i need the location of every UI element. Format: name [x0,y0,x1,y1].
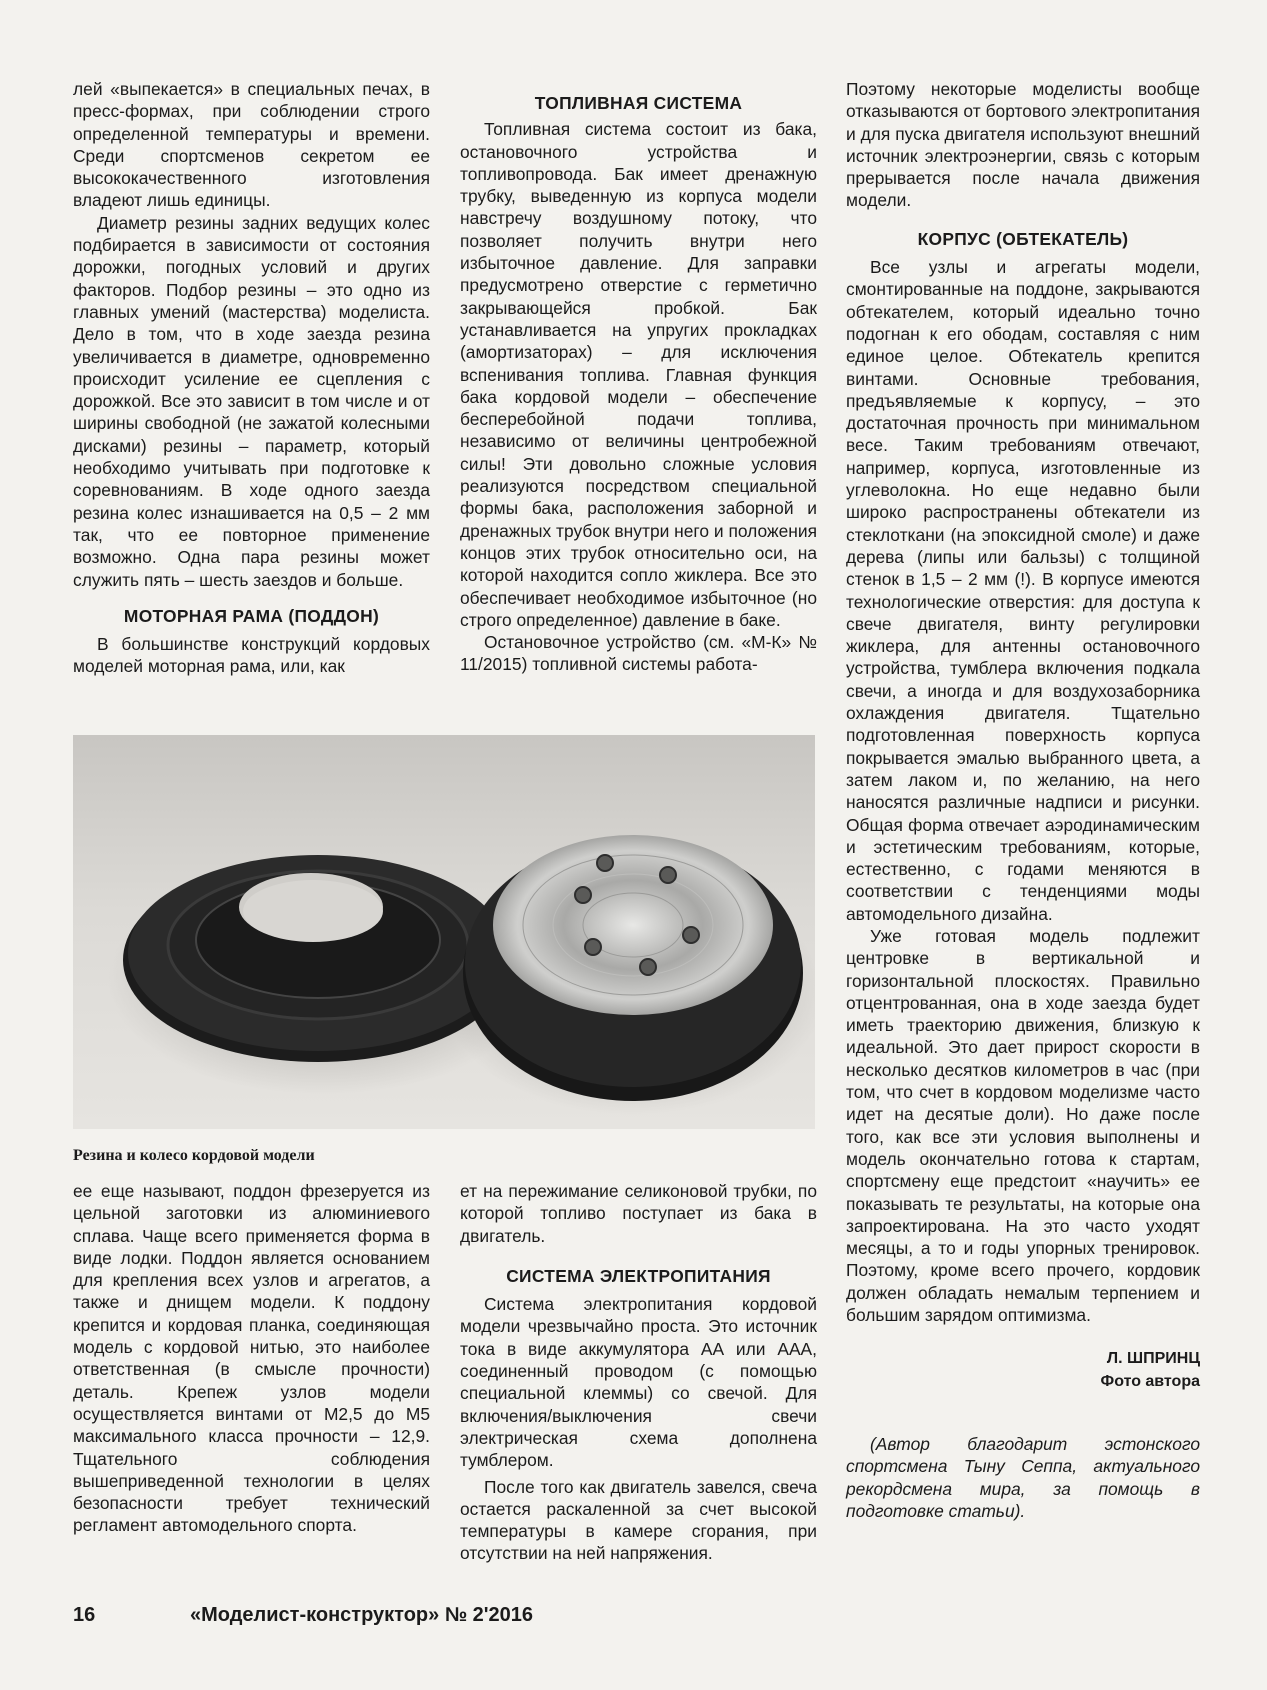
section-heading: ТОПЛИВНАЯ СИСТЕМА [534,93,743,113]
paragraph: В большинстве конструкций кордовых моделей моторная рама, или, как [73,634,430,677]
paragraph: Поэтому некоторые моделисты вообще отказываются от бортового электропитания и для пуска двигателя используют внешний источник электроэнергии, связь с которым прерывается после начала движения модели. [846,79,1200,211]
section-heading: МОТОРНАЯ РАМА (ПОДДОН) [123,605,380,626]
paragraph: Остановочное устройство (см. «М-К» № 11/2015) топливной системы работа- [460,632,817,675]
photo-rubber-and-wheel [73,735,815,1129]
paragraph: Все узлы и агрегаты модели, смонтированные на поддоне, закрываются обтекателем, который идеально точно подогнан к его ободам, составляя с ним единое целое. Обтекатель крепится винтами. Основные требования, предъявляемые к корпусу, – это достаточная прочность при минимальном весе. Таким требованиям отвечают, например, корпуса, изготовленные из углеволокна. Но еще недавно были широко распространены обтекатели из стеклоткани (на эпоксидной смоле) и даже дерева (липы или бальзы) с толщиной стенок в 1,5 – 2 мм (!). В корпусе имеются технологические отверстия: для доступа к свече двигателя, винту регулировки жиклера, для антенны остановочного устройства, тумблера включения подкала свечи, а иногда и для воздухозаборника охлаждения двигателя. Тщательно подготовленная поверхность корпуса покрывается эмалью выбранного цвета, а затем лаком и, по желанию, на него наносятся различные надписи и рисунки. Общая форма отвечает аэродинамическим и эстетическим требованиям, которые, естественно, с годами меняются в соответствии с тенденциями моды автомодельного дизайна. [846,257,1200,924]
paragraph: Топливная система состоит из бака, остановочного устройства и топливопровода. Бак имеет дренажную трубку, выведенную из корпуса модели навстречу воздушному потоку, что позволяет получить внутри него избыточное давление. Для заправки предусмотрено отверстие с герметично закрывающейся пробкой. Бак устанавливается на упругих прокладках (амортизаторах) – для исключения вспенивания топлива. Главная функция бака кордовой модели – обеспечение бесперебойной подачи топлива, независимо от величины центробежной силы! Эти довольно сложные условия реализуются посредством специальной формы бака, расположения заборной и дренажных трубок внутри него и положения концов этих трубок относительно оси, на которой находится сопло жиклера. Все это обеспечивает необходимое избыточное (но строго определенное) давление в баке. [460,119,818,630]
paragraph: Уже готовая модель подлежит центровке в вертикальной и горизонтальной плоскостях. Правильно отцентрованная, она в ходе заезда будет иметь траекторию движения, близкую к идеальной. Это дает прирост скорости в несколько десятков километров в час (при том, что счет в кордовом моделизме часто идет на десятые доли). Но даже после того, как все эти условия выполнены и модель окончательно готова к стартам, спортсмену еще предстоит «научить» ее показывать те результаты, на которые она запроектирована. На это часто уходят месяцы, а то и годы упорных тренировок. Поэтому, кроме всего прочего, кордовик должен обладать немалым терпением и большим зарядом оптимизма. [846,925,1200,1326]
page-number: 16 [73,1604,96,1626]
rubber-ring [123,855,513,1062]
author-signature: Л. ШПРИНЦ [1106,1350,1200,1368]
column-2-top [460,92,817,676]
paragraph: ее еще называют, поддон фрезеруется из цельной заготовки из алюминиевого сплава. Чаще всего применяется форма в виде лодки. Поддон является основанием для крепления всех узлов и агрегатов, а также и днищем модели. К поддону крепится и кордовая планка, соединяющая модель с кордовой нитью, это наиболее ответственная (в смысле прочности) деталь. Крепеж узлов модели осуществляется винтами от М2,5 до М5 максимального класса прочности – 12,9. Тщательного соблюдения вышеприведенной технологии в целях безопасности требует технический регламент автомодельного спорта. [73,1181,430,1536]
column-3 [846,78,1200,1522]
photo-caption: Резина и колесо кордовой модели [73,1147,315,1164]
column-1-bottom [73,1180,430,1537]
section-heading: КОРПУС (ОБТЕКАТЕЛЬ) [917,228,1129,249]
paragraph: лей «выпекается» в специальных печах, в пресс-формах, при соблюдении строго определенной температуры и времени. Среди спортсменов секретом ее высококачественного изготовления владеют лишь единицы. [73,79,430,211]
paragraph: ет на пережимание селиконовой трубки, по которой топливо поступает из бака в двигатель. [460,1181,817,1246]
column-2-bottom [460,1180,817,1565]
section-heading: СИСТЕМА ЭЛЕКТРОПИТАНИЯ [506,1265,771,1286]
paragraph: Диаметр резины задних ведущих колес подбирается в зависимости от состояния дорожки, погодных условий и других факторов. Подбор резины – это одно из главных умений (мастерства) моделиста. Дело в том, что в ходе заезда резина увеличивается в диаметре, одновременно происходит усиление ее сцепления с дорожкой. Все это зависит в том числе и от ширины свободной (не зажатой колесными дисками) резины – параметр, который необходимо учитывать при подготовке к соревнованиям. В ходе одного заезда резина колес изнашивается на 0,5 – 2 мм так, что ее повторное применение возможно. Одна пара резины может служить пять – шесть заездов и больше. [73,212,430,590]
paragraph: Система электропитания кордовой модели чрезвычайно проста. Это источник тока в виде аккумулятора АА или ААА, соединенный проводом (с помощью специальной клеммы) со свечой. Для включения/выключения свечи электрическая схема дополнена тумблером. [460,1294,817,1471]
paragraph: После того как двигатель завелся, свеча остается раскаленной за счет высокой температуры в камере сгорания, при отсутствии на ней напряжения. [460,1476,817,1564]
photo-credit: Фото автора [1100,1372,1200,1390]
acknowledgement: (Автор благодарит эстонского спортсмена Тыну Сеппа, актуального рекордсмена мира, за помощь в подготовке статьи). [846,1433,1200,1521]
wheel [463,835,803,1101]
photo-illustration [73,735,815,1129]
column-1-top [73,78,430,678]
magazine-title: «Моделист-конструктор» № 2'2016 [190,1604,534,1626]
